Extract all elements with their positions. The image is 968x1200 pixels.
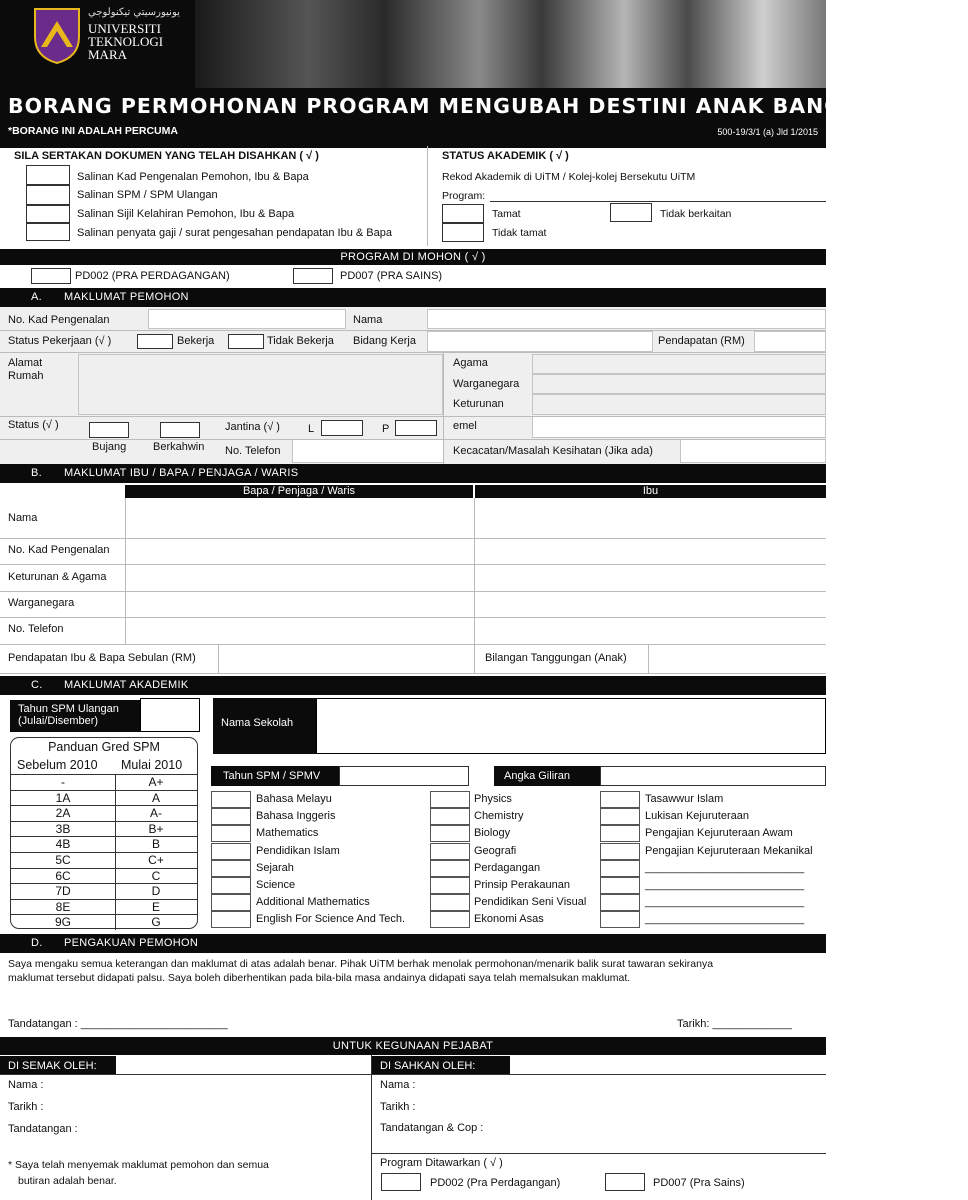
doc-checkbox[interactable] (26, 223, 70, 241)
office-title: UNTUK KEGUNAAN PEJABAT (332, 1040, 494, 1052)
row-line (0, 416, 826, 417)
kecacatan-label: Kecacatan/Masalah Kesihatan (Jika ada) (453, 445, 653, 457)
alamat-label: Alamat Rumah (8, 357, 44, 382)
grade-input[interactable] (600, 791, 640, 808)
parent-row-label: No. Kad Pengenalan (8, 544, 110, 556)
jantina-label: Jantina (√ ) (225, 421, 280, 433)
grade-input[interactable] (211, 860, 251, 877)
grade-old: 1A (55, 790, 71, 805)
pendapatan-field[interactable] (754, 331, 826, 352)
subject-label: Sejarah (256, 861, 294, 874)
status-heading: STATUS AKADEMIK ( √ ) (442, 150, 569, 162)
grade-input[interactable] (600, 877, 640, 894)
berkahwin-label: Berkahwin (153, 441, 205, 453)
warga-label: Warganegara (453, 378, 520, 390)
grade-row-line (11, 914, 197, 915)
pd007-label: PD007 (PRA SAINS) (340, 270, 443, 282)
parent-row-label: No. Telefon (8, 623, 64, 635)
grade-new: G (151, 915, 161, 930)
grade-input[interactable] (430, 860, 470, 877)
row-line (0, 330, 826, 331)
doc-label: Salinan Kad Pengenalan Pemohon, Ibu & Bapa (77, 171, 309, 183)
section-b-letter: B. (31, 467, 42, 479)
angka-giliran-text: Angka Giliran (504, 770, 571, 782)
logo-arabic: ﯾﻮﻧﯿﻮﺭﺳﯿﺘﻲ ﺗﯿﻜﻨﻮﻟﻮﺟﻲ (88, 7, 180, 18)
section-a-letter: A. (31, 291, 42, 303)
subject-label: English For Science And Tech. (256, 913, 405, 926)
col-line (218, 644, 219, 674)
subject-label: Pendidikan Seni Visual (474, 896, 587, 909)
subject-label: Science (256, 879, 296, 891)
ditawarkan-label: Program Ditawarkan ( √ ) (380, 1157, 503, 1169)
row-line (0, 352, 826, 353)
doc-label: Salinan penyata gaji / surat pengesahan pendapatan Ibu & Bapa (77, 227, 392, 239)
col-line (474, 498, 475, 674)
grade-new: C (151, 868, 161, 883)
row-line (0, 538, 826, 539)
grade-input[interactable] (211, 877, 251, 894)
subject-label: Pengajian Kejuruteraan Awam (645, 827, 793, 840)
bekerja-checkbox[interactable] (137, 334, 173, 349)
grade-input[interactable] (430, 894, 470, 911)
section-c-title: MAKLUMAT AKADEMIK (64, 679, 189, 691)
section-b-title: MAKLUMAT IBU / BAPA / PENJAGA / WARIS (64, 467, 299, 479)
alamat-field[interactable] (78, 354, 443, 415)
col-line (125, 498, 126, 644)
grade-row-line (11, 883, 197, 884)
nama-sekolah-field[interactable] (316, 698, 826, 754)
emel-field[interactable] (532, 416, 826, 438)
program-bar (0, 249, 826, 265)
grade-row-line (11, 852, 197, 853)
angka-giliran-field[interactable] (600, 766, 826, 786)
status-kerja-label: Status Pekerjaan (√ ) (8, 335, 112, 347)
grade-row-line (11, 836, 197, 837)
grade-input[interactable] (211, 825, 251, 842)
grade-input[interactable] (430, 877, 470, 894)
grade-row-line (11, 805, 197, 806)
grade-header-1: Sebelum 2010 (17, 758, 98, 772)
grade-new: B (151, 837, 160, 852)
grade-input[interactable] (600, 894, 640, 911)
grade-old: 2A (55, 806, 71, 821)
tahun-spm-text: Tahun SPM / SPMV (223, 770, 321, 782)
grade-old: 4B (55, 837, 71, 852)
grade-guide (10, 737, 198, 929)
status-desc: Rekod Akademik di UiTM / Kolej-kolej Bersekutu UiTM (442, 171, 696, 183)
section-c-letter: C. (31, 679, 43, 691)
warga-field[interactable] (532, 374, 826, 394)
office-bar (0, 1037, 826, 1055)
l-checkbox[interactable] (321, 420, 363, 436)
header-photo (195, 0, 826, 88)
offer-pd002-checkbox[interactable] (381, 1173, 421, 1191)
grade-old: 8E (55, 899, 71, 914)
program-heading: PROGRAM DI MOHON ( √ ) (340, 251, 486, 263)
docs-heading: SILA SERTAKAN DOKUMEN YANG TELAH DISAHKAN ( √ ) (14, 150, 319, 162)
subject-label: Perdagangan (474, 861, 541, 874)
nama-sekolah-text: Nama Sekolah (221, 717, 294, 729)
grade-input[interactable] (211, 894, 251, 911)
section-b-bar (0, 464, 826, 483)
grade-old: - (61, 775, 65, 789)
tidak-tamat-checkbox[interactable] (442, 223, 484, 242)
semak-tarikh: Tarikh : (8, 1101, 44, 1113)
angka-giliran-label (494, 766, 600, 786)
tanggungan-label: Bilangan Tanggungan (Anak) (485, 652, 627, 664)
nama-label: Nama (353, 314, 383, 326)
grade-old: 7D (55, 884, 71, 899)
grade-new: C+ (148, 853, 164, 867)
grade-input[interactable] (430, 791, 470, 808)
doc-label: Salinan Sijil Kelahiran Pemohon, Ibu & Bapa (77, 208, 295, 220)
tahun-ulangan-field[interactable] (140, 698, 200, 732)
offer-pd007-label: PD007 (Pra Sains) (653, 1177, 745, 1189)
col-bapa-label: Bapa / Penjaga / Waris (242, 485, 356, 497)
tidak-berkaitan-label: Tidak berkaitan (660, 208, 732, 220)
subject-label: __________________________ (645, 896, 805, 909)
nama-sekolah-label (213, 698, 316, 754)
offer-pd002-label: PD002 (Pra Perdagangan) (430, 1177, 561, 1189)
grade-new: D (151, 884, 161, 899)
logo-text: UNIVERSITI TEKNOLOGI MARA (88, 21, 164, 62)
grade-input[interactable] (211, 843, 251, 860)
grade-input[interactable] (211, 791, 251, 808)
grade-new: A (151, 790, 160, 805)
kecacatan-field[interactable] (680, 439, 826, 463)
grade-row-line (11, 821, 197, 822)
subject-label: Geografi (474, 844, 517, 857)
subject-label: Tasawwur Islam (645, 793, 724, 805)
grade-input[interactable] (430, 843, 470, 860)
grade-new: B+ (148, 821, 164, 836)
grade-input[interactable] (600, 911, 640, 928)
tamat-checkbox[interactable] (442, 204, 484, 223)
grade-old: 9G (54, 915, 71, 930)
col-ibu-label: Ibu (642, 485, 659, 497)
subject-label: Mathematics (256, 827, 319, 840)
grade-old: 3B (55, 821, 71, 836)
grade-input[interactable] (430, 808, 470, 825)
semak-note-2: butiran adalah benar. (18, 1175, 117, 1187)
doc-checkbox[interactable] (26, 185, 70, 205)
telefon-label: No. Telefon (225, 445, 281, 457)
subject-label: Lukisan Kejuruteraan (645, 810, 749, 823)
p-checkbox[interactable] (395, 420, 437, 436)
status-label: Status (√ ) (8, 419, 59, 431)
grade-input[interactable] (600, 843, 640, 860)
ditawarkan-line (371, 1153, 826, 1154)
subject-label: Chemistry (474, 810, 524, 823)
parent-grid (0, 498, 826, 674)
grade-input[interactable] (430, 911, 470, 928)
grade-new: A- (150, 806, 162, 821)
nama-field[interactable] (427, 309, 826, 329)
grade-new: A+ (148, 775, 164, 789)
grade-row-line (11, 899, 197, 900)
form-title: BORANG PERMOHONAN PROGRAM MENGUBAH DESTINI ANAK BANGSA(MDAB) (8, 94, 968, 118)
subject-label: __________________________ (645, 913, 805, 926)
signature-field[interactable]: Tandatangan : ________________________ (8, 1018, 228, 1030)
semak-note-1: * Saya telah menyemak maklumat pemohon dan semua (8, 1159, 269, 1171)
date-field[interactable]: Tarikh: _____________ (677, 1018, 792, 1030)
bujang-checkbox[interactable] (89, 422, 129, 438)
tahun-spm-field[interactable] (339, 766, 469, 786)
tidak-bekerja-label: Tidak Bekerja (267, 335, 334, 347)
pd007-checkbox[interactable] (293, 268, 333, 284)
tahun-ulangan-label (10, 700, 140, 732)
pd002-label: PD002 (PRA PERDAGANGAN) (75, 270, 230, 282)
grade-input[interactable] (211, 911, 251, 928)
form-ref: 500-19/3/1 (a) Jld 1/2015 (717, 127, 818, 137)
office-top-line (0, 1074, 826, 1075)
pendapatan-ibu-bapa-label: Pendapatan Ibu & Bapa Sebulan (RM) (8, 652, 196, 664)
tidak-berkaitan-checkbox[interactable] (610, 203, 652, 222)
declaration-line-2: maklumat tersebut didapati palsu. Saya boleh diberhentikan pada bila-bila masa andainya didapati saya telah memalsukan maklumat. (8, 972, 631, 984)
semak-label: DI SEMAK OLEH: (8, 1060, 97, 1072)
subject-label: Biology (474, 827, 511, 840)
grade-input[interactable] (211, 808, 251, 825)
parent-row-label: Warganegara (8, 597, 75, 609)
ic-label: No. Kad Pengenalan (8, 314, 110, 326)
grade-new: E (151, 899, 160, 914)
semak-tandatangan: Tandatangan : (8, 1123, 78, 1135)
tamat-label: Tamat (492, 208, 521, 220)
sahkan-tarikh: Tarikh : (380, 1101, 416, 1113)
section-a-title: MAKLUMAT PEMOHON (64, 291, 189, 303)
col-line (443, 352, 444, 464)
subject-label: Ekonomi Asas (474, 913, 544, 926)
parent-row-label: Keturunan & Agama (8, 571, 107, 583)
col-line (648, 644, 649, 674)
doc-checkbox[interactable] (26, 205, 70, 223)
row-line (0, 564, 826, 565)
row-line (0, 644, 826, 645)
section-d-title: PENGAKUAN PEMOHON (64, 937, 199, 949)
agama-field[interactable] (532, 354, 826, 374)
subject-label: Pengajian Kejuruteraan Mekanikal (645, 844, 813, 857)
emel-label: emel (453, 420, 477, 432)
grade-input[interactable] (600, 808, 640, 825)
berkahwin-checkbox[interactable] (160, 422, 200, 438)
offer-pd007-checkbox[interactable] (605, 1173, 645, 1191)
col-bapa-header (125, 485, 473, 498)
semak-header (0, 1056, 116, 1074)
declaration-line-1: Saya mengaku semua keterangan dan maklumat di atas adalah benar. Pihak UiTM berhak menolak permohonan/menarik balik surat tawaran sekiranya (8, 958, 714, 970)
bekerja-label: Bekerja (177, 335, 215, 347)
subject-label: Bahasa Inggeris (256, 810, 336, 823)
parent-row-label: Nama (8, 512, 38, 524)
grade-title: Panduan Gred SPM (48, 740, 160, 754)
sahkan-nama: Nama : (380, 1079, 416, 1091)
subject-label: __________________________ (645, 879, 805, 891)
subject-label: Bahasa Melayu (256, 793, 332, 805)
sahkan-tandatangan: Tandatangan & Cop : (380, 1122, 484, 1134)
tidak-tamat-label: Tidak tamat (492, 227, 547, 239)
col-ibu-header (475, 485, 826, 498)
bujang-label: Bujang (92, 441, 127, 453)
tahun-ulangan-text: Tahun SPM Ulangan (Julai/Disember) (18, 703, 119, 727)
keturunan-label: Keturunan (453, 398, 504, 410)
semak-nama: Nama : (8, 1079, 44, 1091)
section-d-bar (0, 934, 826, 953)
uitm-logo-icon (31, 7, 83, 65)
office-divider (371, 1055, 372, 1200)
ic-field[interactable] (148, 309, 346, 329)
bidang-label: Bidang Kerja (353, 335, 416, 347)
subject-label: Pendidikan Islam (256, 844, 340, 857)
divider (427, 146, 428, 246)
sahkan-label: DI SAHKAN OLEH: (380, 1060, 476, 1072)
tahun-spm-label (211, 766, 339, 786)
grade-rows (11, 774, 197, 930)
row-line (0, 617, 826, 618)
telefon-field[interactable] (292, 439, 444, 463)
doc-checkbox[interactable] (26, 165, 70, 185)
agama-label: Agama (453, 357, 488, 369)
grade-header-2: Mulai 2010 (121, 758, 183, 772)
section-d-letter: D. (31, 937, 43, 949)
row-line (0, 439, 826, 440)
grade-old: 6C (55, 868, 71, 883)
l-label: L (308, 423, 315, 435)
pd002-checkbox[interactable] (31, 268, 71, 284)
p-label: P (382, 423, 390, 435)
bidang-field[interactable] (427, 331, 653, 352)
tidak-bekerja-checkbox[interactable] (228, 334, 264, 349)
program-label: Program: (442, 190, 486, 202)
doc-label: Salinan SPM / SPM Ulangan (77, 189, 218, 201)
subject-label: Physics (474, 793, 512, 805)
keturunan-field[interactable] (532, 394, 826, 415)
subject-label: Prinsip Perakaunan (474, 879, 571, 891)
pendapatan-label: Pendapatan (RM) (658, 335, 745, 347)
free-note: *BORANG INI ADALAH PERCUMA (8, 125, 178, 137)
grade-old: 5C (55, 853, 71, 867)
section-c-bar (0, 676, 826, 695)
row-line (0, 591, 826, 592)
grade-input[interactable] (600, 825, 640, 842)
program-field[interactable] (490, 201, 826, 202)
header-banner (0, 0, 968, 148)
grade-row-line (11, 868, 197, 869)
grade-row-line (11, 790, 197, 791)
grade-input[interactable] (430, 825, 470, 842)
section-a-bar (0, 288, 826, 307)
sahkan-header (372, 1056, 510, 1074)
subject-label: Additional Mathematics (256, 896, 370, 909)
grade-row-line (11, 774, 197, 775)
grade-input[interactable] (600, 860, 640, 877)
subject-label: __________________________ (645, 861, 805, 874)
